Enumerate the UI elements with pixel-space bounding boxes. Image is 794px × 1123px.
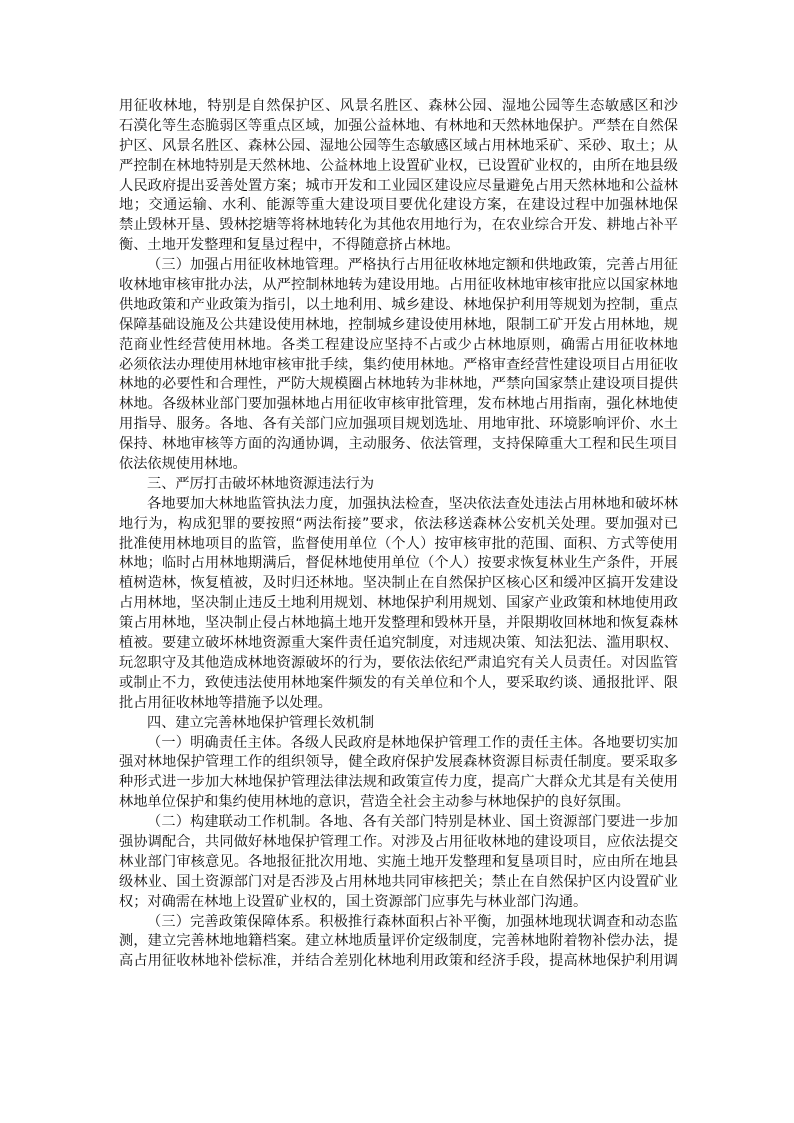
text-line: （一）明确责任主体。各级人民政府是林地保护管理工作的责任主体。各地要切实加 <box>147 734 678 751</box>
text-line: 供地政策和产业政策为指引，以土地利用、城乡建设、林地保护利用等规划为控制，重点 <box>119 296 678 313</box>
text-line: 占用林地，坚决制止违反土地利用规划、林地保护利用规划、国家产业政策和林地使用政 <box>119 595 678 612</box>
text-line: 林地；临时占用林地期满后，督促林地使用单位（个人）按要求恢复林业生产条件，开展 <box>119 555 678 572</box>
text-line: 严控制在林地特别是天然林地、公益林地上设置矿业权，已设置矿业权的，由所在地县级 <box>119 157 678 174</box>
text-line: 强对林地保护管理工作的组织领导，健全政府保护发展森林资源目标责任制度。要采取多 <box>119 754 678 771</box>
section-heading: 四、建立完善林地保护管理长效机制 <box>147 714 375 731</box>
text-line: 批占用征收林地等措施予以处理。 <box>119 694 332 711</box>
text-line: 石漠化等生态脆弱区等重点区域，加强公益林地、有林地和天然林地保护。严禁在自然保 <box>119 117 678 134</box>
text-line: 级林业、国土资源部门对是否涉及占用林地共同审核把关；禁止在自然保护区内设置矿业 <box>119 873 678 890</box>
text-line: 收林地审核审批办法，从严控制林地转为建设用地。占用征收林地审核审批应以国家林地 <box>119 277 678 294</box>
text-line: 批准使用林地项目的监管，监督使用单位（个人）按审核审批的范围、面积、方式等使用 <box>119 535 678 552</box>
text-line: 用征收林地，特别是自然保护区、风景名胜区、森林公园、湿地公园等生态敏感区和沙 <box>119 98 678 114</box>
text-line: 林业部门审核意见。各地报征批次用地、实施土地开发整理和复垦项目时，应由所在地县 <box>119 853 678 870</box>
text-line: 保障基础设施及公共建设使用林地，控制城乡建设使用林地，限制工矿开发占用林地，规 <box>119 316 678 333</box>
text-line: （二）构建联动工作机制。各地、各有关部门特别是林业、国土资源部门要进一步加 <box>147 814 678 831</box>
text-line: 林地。各级林业部门要加强林地占用征收审核审批管理，发布林地占用指南，强化林地使 <box>119 396 678 413</box>
text-line: 保持、林地审核等方面的沟通协调，主动服务、依法管理，支持保障重大工程和民生项目 <box>119 436 678 453</box>
text-line: 高占用征收林地补偿标准，并结合差别化林地利用政策和经济手段，提高林地保护利用调 <box>119 953 678 970</box>
text-line: 林地的必要性和合理性，严防大规模圈占林地转为非林地，严禁向国家禁止建设项目提供 <box>119 376 678 393</box>
text-line: 人民政府提出妥善处置方案；城市开发和工业园区建设应尽量避免占用天然林地和公益林 <box>119 177 678 194</box>
text-line: 各地要加大林地监管执法力度，加强执法检查，坚决依法查处违法占用林地和破坏林 <box>147 495 678 512</box>
text-line: 植被。要建立破坏林地资源重大案件责任追究制度，对违规决策、知法犯法、滥用职权、 <box>119 635 678 652</box>
text-line: 植树造林，恢复植被，及时归还林地。坚决制止在自然保护区核心区和缓冲区搞开发建设 <box>119 575 678 592</box>
text-line: 护区、风景名胜区、森林公园、湿地公园等生态敏感区域占用林地采矿、采砂、取土；从 <box>119 137 678 154</box>
text-line: 范商业性经营使用林地。各类工程建设应坚持不占或少占林地原则，确需占用征收林地 <box>119 336 678 353</box>
text-line: 衡、土地开发整理和复垦过程中，不得随意挤占林地。 <box>119 237 460 254</box>
text-line: 林地单位保护和集约使用林地的意识，营造全社会主动参与林地保护的良好氛围。 <box>119 794 630 811</box>
text-line: 地；交通运输、水利、能源等重大建设项目要优化建设方案，在建设过程中加强林地保 <box>119 197 678 214</box>
text-line: 策占用林地，坚决制止侵占林地搞土地开发整理和毁林开垦，并限期收回林地和恢复森林 <box>119 615 678 632</box>
text-line: 测，建立完善林地地籍档案。建立林地质量评价定级制度，完善林地附着物补偿办法，提 <box>119 933 678 950</box>
text-line: 地行为，构成犯罪的要按照“两法衔接”要求，依法移送森林公安机关处理。要加强对已 <box>119 515 678 532</box>
text-line: 禁止毁林开垦、毁林挖塘等将林地转化为其他农用地行为，在农业综合开发、耕地占补平 <box>119 217 678 234</box>
text-line: 玩忽职守及其他造成林地资源破坏的行为，要依法依纪严肃追究有关人员责任。对因监管 <box>119 654 678 671</box>
section-heading: 三、严厉打击破坏林地资源违法行为 <box>147 475 375 492</box>
text-line: （三）加强占用征收林地管理。严格执行占用征收林地定额和供地政策，完善占用征 <box>147 257 678 274</box>
text-line: 或制止不力，致使违法使用林地案件频发的有关单位和个人，要采取约谈、通报批评、限 <box>119 674 678 691</box>
text-line: 用指导、服务。各地、各有关部门应加强项目规划选址、用地审批、环境影响评价、水土 <box>119 416 678 433</box>
text-line: 必须依法办理使用林地审核审批手续，集约使用林地。严格审查经营性建设项目占用征收 <box>119 356 678 373</box>
text-line: 强协调配合，共同做好林地保护管理工作。对涉及占用征收林地的建设项目，应依法提交 <box>119 833 678 850</box>
text-line: 权；对确需在林地上设置矿业权的，国土资源部门应事先与林业部门沟通。 <box>119 893 588 910</box>
text-line: 依法依规使用林地。 <box>119 456 247 473</box>
document-body <box>119 97 678 972</box>
text-line: （三）完善政策保障体系。积极推行森林面积占补平衡，加强林地现状调查和动态监 <box>147 913 678 930</box>
text-line: 种形式进一步加大林地保护管理法律法规和政策宣传力度，提高广大群众尤其是有关使用 <box>119 774 678 791</box>
